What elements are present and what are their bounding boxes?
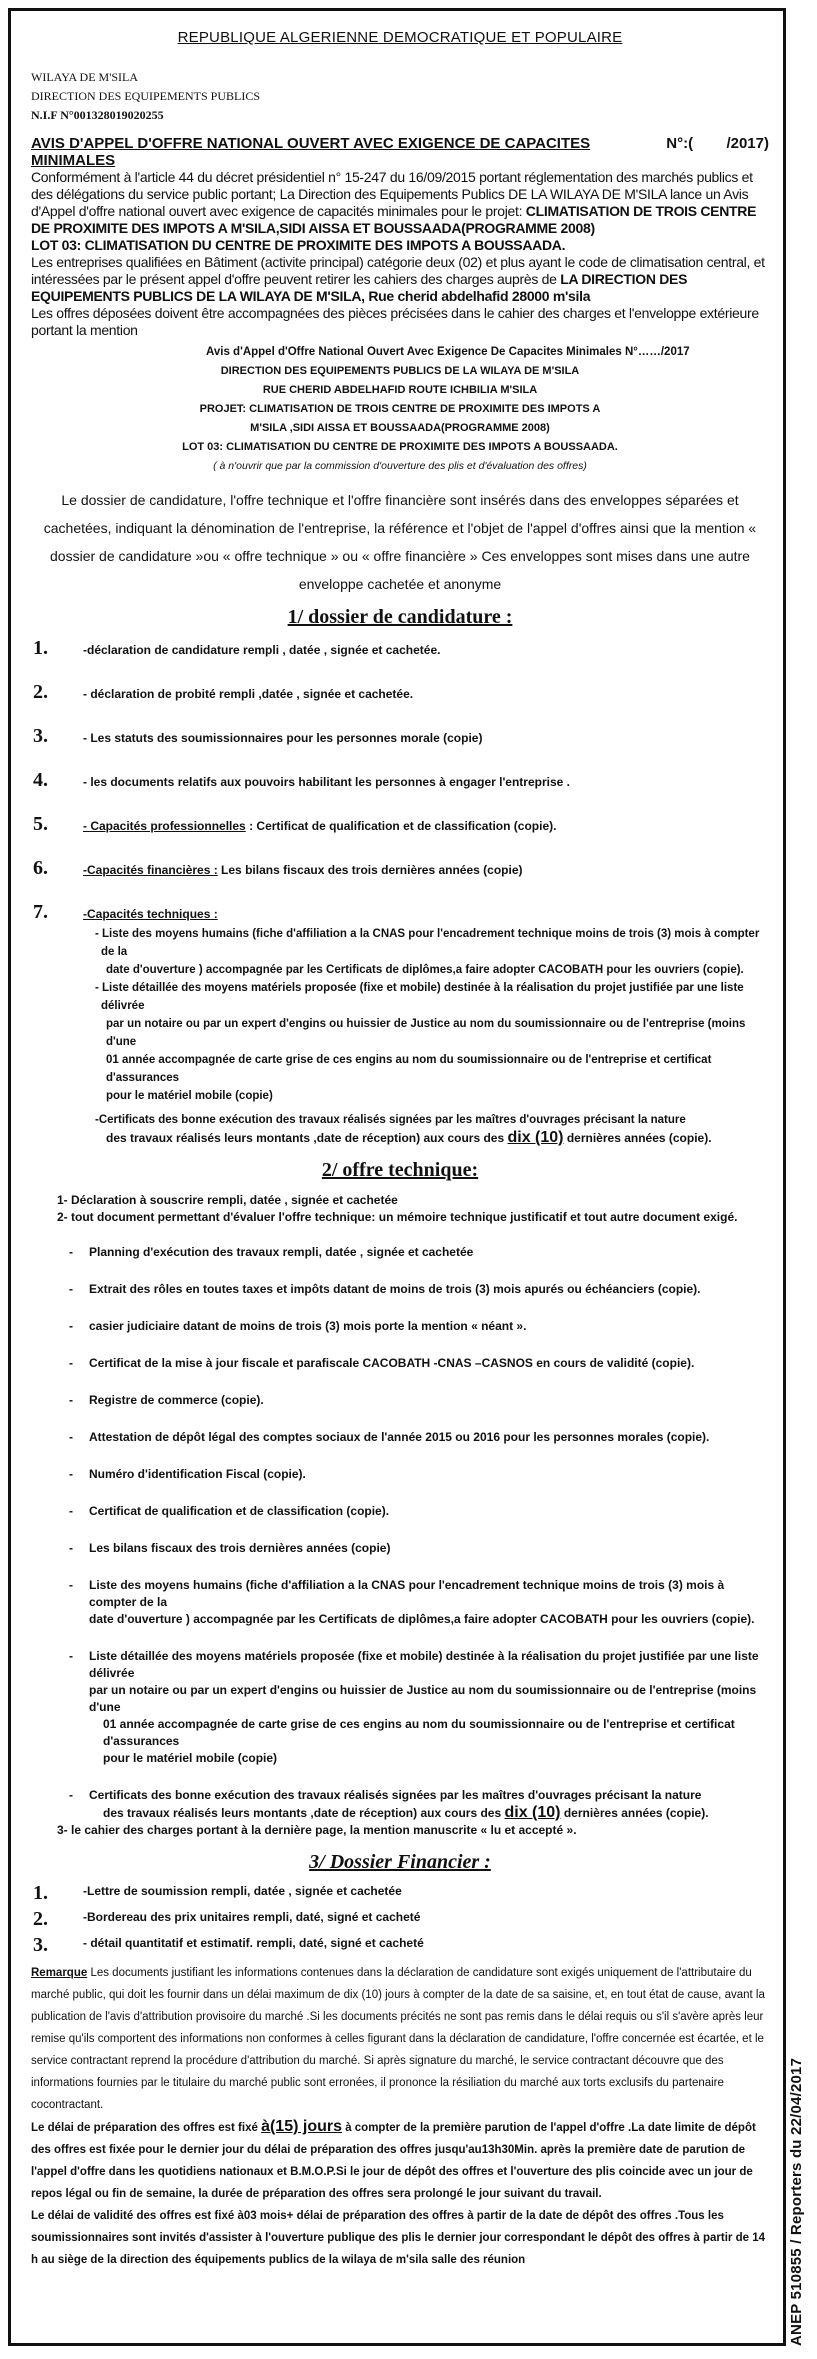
list-item: - Extrait des rôles en toutes taxes et impôts datant de moins de trois (3) mois apurés ou échéanciers (copie). bbox=[31, 1281, 769, 1298]
equipment-line: pour le matériel mobile (copie) bbox=[106, 1090, 273, 1102]
deadline-text-end: à compter de la première parution de l'appel d'offre .La date limite de dépôt des offres est fixée pour le dernier jour du délai de préparation des offres jusqu'au13h30Min. après la première date de parution de l'appel d'offre dans les quotidiens nationaux et B.M.O.P.Si le jour de dépôt des offres et l'ouverture des plis coincide avec un jour de repos légal ou fin de semaine, la durée de préparation des offres sera prolongé le jour suivant du travail. bbox=[31, 2122, 756, 2200]
validity-paragraph: Le délai de validité des offres est fixé à03 mois+ délai de préparation des offres à partir de la date de dépôt des offres .Tous les soumissionnaires sont invités d'assister à l'ouverture publique des plis le dernier jour correspondant le dépôt des offres à partir de 14 h au siège de la direction des équipements publics de la wilaya de m'sila salle des réunion bbox=[31, 2210, 766, 2266]
item-number: 3. bbox=[33, 725, 48, 747]
ten-years: dix (10) bbox=[504, 1804, 561, 1821]
section-financial-title: 3/ Dossier Financier : bbox=[309, 1851, 491, 1873]
title-mid: AVEC EXIGENCE DE CAPACITES MINIMALES bbox=[31, 135, 591, 169]
list-item: - Certificat de la mise à jour fiscale et parafiscale CACOBATH -CNAS –CASNOS en cours de validité (copie). bbox=[31, 1355, 769, 1372]
human-resources-line: - Liste des moyens humains (fiche d'affiliation a la CNAS pour l'encadrement technique moins de trois (3) mois à compter de la bbox=[89, 1578, 725, 1609]
technical-offer-list bbox=[31, 1192, 769, 1839]
certificates-line: - Certificats des bonne exécution des travaux réalisés signées par les maîtres d'ouvrages précisant la nature bbox=[89, 1788, 702, 1802]
publication-reference: ANEP 510855 / Reporters du 22/04/2017 bbox=[788, 2057, 805, 2346]
list-item bbox=[31, 1936, 769, 1954]
item-number: 2. bbox=[33, 681, 48, 703]
specifications-mention: 3- le cahier des charges portant à la dernière page, la mention manuscrite « lu et accepté ». bbox=[57, 1823, 577, 1837]
item-text: -déclaration de candidature rempli , datée , signée et cachetée. bbox=[83, 643, 441, 657]
project-name: CLIMATISATION DE TROIS CENTRE DE PROXIMITE DES IMPOTS A M'SILA,SIDI AISSA ET BOUSSAADA(PROGRAMME 2008) bbox=[31, 203, 757, 236]
remark-label: Remarque bbox=[31, 1967, 88, 1979]
deadline-days: à(15) jours bbox=[261, 2118, 342, 2135]
item-number: 6. bbox=[33, 857, 48, 879]
list-item bbox=[31, 1577, 769, 1628]
item-detail: Les bilans fiscaux des trois dernières années (copie) bbox=[217, 863, 523, 877]
technical-capacity-details bbox=[31, 925, 769, 1147]
item-label: -Capacités financières : bbox=[83, 863, 218, 877]
item-text: - déclaration de probité rempli ,datée , signée et cachetée. bbox=[83, 687, 414, 701]
equipment-line: par un notaire ou par un expert d'engins ou huissier de Justice au nom du soumissionnaire ou de l'entreprise (moins d'une bbox=[89, 1683, 757, 1714]
remark-block bbox=[31, 1962, 769, 2271]
list-item bbox=[31, 815, 769, 835]
ten-years: dix (10) bbox=[507, 1129, 564, 1146]
certificates-line: -Certificats des bonne exécution des travaux réalisés signées par les maîtres d'ouvrages précisant la nature bbox=[95, 1114, 686, 1126]
envelope-line-4: PROJET: CLIMATISATION DE TROIS CENTRE DE PROXIMITE DES IMPOTS A bbox=[199, 403, 601, 415]
equipment-line: 01 année accompagnée de carte grise de ces engins au nom du soumissionnaire ou de l'entreprise et certificat d'assurances bbox=[103, 1717, 735, 1748]
certificates-line bbox=[31, 1129, 769, 1147]
item-label: - Capacités professionnelles bbox=[83, 819, 246, 833]
republic-header: REPUBLIQUE ALGERIENNE DEMOCRATIQUE ET POPULAIRE bbox=[177, 29, 623, 46]
envelope-paragraph: Le dossier de candidature, l'offre technique et l'offre financière sont insérés dans des enveloppes séparées et cachetées, indiquant la dénomination de l'entreprise, la référence et l'objet de l'appel d'offres ainsi que la mention « dossier de candidature »ou « offre technique » ou « offre financière » Ces enveloppes sont mises dans une autre enveloppe cachetée et anonyme bbox=[43, 492, 757, 592]
envelope-line-6: LOT 03: CLIMATISATION DU CENTRE DE PROXIMITE DES IMPOTS A BOUSSAADA. bbox=[182, 441, 618, 453]
envelope-mention bbox=[31, 343, 769, 476]
remark-text: Les documents justifiant les informations contenues dans la déclaration de candidature sont exigés uniquement de l'attributaire du marché public, qui doit les fournir dans un délai maximum de dix (10) jours à compter de la date de sa saisine, et, en tout état de cause, avant la publication de l'avis d'attribution provisoire du marché .Si les documents précités ne sont pas remis dans le délai requis ou s'il s'avère après leur remise qu'ils comportent des informations non conformes à celles figurant dans la déclaration de candidature, l'offre concernée est écartée, et le service contractant reprend la procédure d'attribution du marché. Si après signature du marché, le service contractant découvre que des informations fournies par le titulaire du marché public sont erronées, il prononce la résiliation du marché aux torts exclusifs du partenaire cocontractant. bbox=[31, 1967, 765, 2111]
certificates-text: des travaux réalisés leurs montants ,date de réception) aux cours des bbox=[103, 1806, 505, 1820]
certificates-line bbox=[89, 1804, 769, 1822]
certificates-end: dernières années (copie). bbox=[563, 1131, 712, 1145]
deadline-paragraph bbox=[31, 2116, 769, 2205]
list-item bbox=[31, 1884, 769, 1902]
equipment-line: 01 année accompagnée de carte grise de ces engins au nom du soumissionnaire ou de l'entreprise et certificat d'assurances bbox=[106, 1054, 712, 1084]
envelope-line-3: RUE CHERID ABDELHAFID ROUTE ICHBILIA M'SILA bbox=[262, 384, 538, 396]
list-item bbox=[31, 683, 769, 703]
list-item bbox=[31, 639, 769, 659]
document-body bbox=[31, 25, 769, 2271]
equipment-line: pour le matériel mobile (copie) bbox=[103, 1751, 278, 1765]
lot-name: LOT 03: CLIMATISATION DU CENTRE DE PROXIMITE DES IMPOTS A BOUSSAADA. bbox=[31, 237, 566, 253]
list-item: - Attestation de dépôt légal des comptes sociaux de l'année 2015 ou 2016 pour les personnes morales (copie). bbox=[31, 1429, 769, 1446]
list-item: - Les bilans fiscaux des trois dernières années (copie) bbox=[31, 1540, 769, 1557]
deadline-text: Le délai de préparation des offres est fixé bbox=[31, 2122, 262, 2134]
item-number: 7. bbox=[33, 901, 48, 923]
item-number: 4. bbox=[33, 769, 48, 791]
technical-declaration: 1- Déclaration à souscrire rempli, datée , signée et cachetée bbox=[57, 1193, 398, 1207]
list-item bbox=[31, 1648, 769, 1767]
equipment-line: - Liste détaillée des moyens matériels proposée (fixe et mobile) destinée à la réalisation du projet justifiée par une liste délivrée bbox=[89, 1649, 759, 1680]
list-item bbox=[31, 727, 769, 747]
item-number: 3. bbox=[33, 1934, 48, 1956]
notice-title bbox=[31, 135, 769, 169]
document-frame bbox=[8, 8, 786, 2346]
item-text: -Bordereau des prix unitaires rempli, daté, signé et cacheté bbox=[83, 1910, 421, 1924]
nif-line: N.I.F N°001328019020255 bbox=[31, 108, 164, 122]
item-number: 1. bbox=[33, 637, 48, 659]
item-text: - les documents relatifs aux pouvoirs habilitant les personnes à engager l'entreprise . bbox=[83, 775, 570, 789]
intro-paragraph-3: Les offres déposées doivent être accompagnées des pièces précisées dans le cahier des charges et l'enveloppe extérieure portant la mention bbox=[31, 305, 759, 338]
envelope-note: ( à n'ouvrir que par la commission d'ouverture des plis et d'évaluation des offres) bbox=[213, 460, 587, 472]
wilaya-line: WILAYA DE M'SILA bbox=[31, 70, 139, 84]
equipment-line: par un notaire ou par un expert d'engins ou huissier de Justice au nom du soumissionnaire ou de l'entreprise (moins d'une bbox=[106, 1018, 746, 1048]
item-detail: : Certificat de qualification et de classification (copie). bbox=[245, 819, 557, 833]
intro-text: Conformément à l'article 44 du décret présidentiel n° 15-247 du 16/09/2015 portant réglementation des marchés publics et des délégations du service public portant; La Direction des Equipements Publics DE LA WILAYA DE M'SILA lance un Avis d'Appel d'offre national ouvert avec exigence de capacités minimales pour le projet: bbox=[31, 169, 753, 219]
human-resources-line: date d'ouverture ) accompagnée par les Certificats de diplômes,a faire adopter CACOBATH pour les ouvriers (copie). bbox=[106, 964, 744, 976]
technical-documents: 2- tout document permettant d'évaluer l'offre technique: un mémoire technique justificatif et tout autre document exigé. bbox=[57, 1210, 738, 1224]
list-item bbox=[31, 1787, 769, 1822]
list-item bbox=[31, 771, 769, 791]
list-item: - casier judiciaire datant de moins de trois (3) mois porte la mention « néant ». bbox=[31, 1318, 769, 1335]
list-item: - Planning d'exécution des travaux rempli, datée , signée et cachetée bbox=[31, 1244, 769, 1261]
qualification-text: Les entreprises qualifiées en Bâtiment (activite principal) catégorie deux (02) et plus ayant le code de climatisation central, et intéressées par le présent appel d'offre peuvent retirer les cahiers des charges auprès de bbox=[31, 254, 765, 287]
issuer-block bbox=[31, 68, 769, 125]
item-label: -Capacités techniques : bbox=[83, 907, 218, 921]
human-resources-line: date d'ouverture ) accompagnée par les Certificats de diplômes,a faire adopter CACOBATH pour les ouvriers (copie). bbox=[89, 1612, 755, 1626]
certificates-text: des travaux réalisés leurs montants ,date de réception) aux cours des bbox=[106, 1131, 508, 1145]
section-technical-offer-title: 2/ offre technique: bbox=[321, 1159, 479, 1181]
list-item bbox=[31, 859, 769, 879]
intro-paragraph-1 bbox=[31, 169, 769, 254]
list-item: - Certificat de qualification et de classification (copie). bbox=[31, 1503, 769, 1520]
item-text: -Lettre de soumission rempli, datée , signée et cachetée bbox=[83, 1884, 402, 1898]
equipment-line: - Liste détaillée des moyens matériels proposée (fixe et mobile) destinée à la réalisation du projet justifiée par une liste délivrée bbox=[95, 982, 744, 1012]
item-number: 2. bbox=[33, 1908, 48, 1930]
list-item: - Numéro d'identification Fiscal (copie). bbox=[31, 1466, 769, 1483]
item-text: - détail quantitatif et estimatif. rempli, daté, signé et cacheté bbox=[83, 1936, 424, 1950]
remark-paragraph bbox=[31, 1962, 769, 2116]
item-number: 5. bbox=[33, 813, 48, 835]
certificates-end: dernières années (copie). bbox=[560, 1806, 709, 1820]
notice-number: N°:( /2017) bbox=[666, 135, 769, 152]
section-candidature-title: 1/ dossier de candidature : bbox=[287, 606, 513, 628]
item-text: - Les statuts des soumissionnaires pour les personnes morale (copie) bbox=[83, 731, 483, 745]
human-resources-line: - Liste des moyens humains (fiche d'affiliation a la CNAS pour l'encadrement technique moins de trois (3) mois à compter de la bbox=[95, 928, 760, 958]
item-text bbox=[83, 815, 769, 835]
item-number: 1. bbox=[33, 1882, 48, 1904]
address-text: LA DIRECTION DES EQUIPEMENTS PUBLICS DE LA WILAYA DE M'SILA, Rue cherid abdelhafid 28000 m'sila bbox=[31, 271, 688, 304]
list-item bbox=[31, 903, 769, 923]
title-left: AVIS D'APPEL D'OFFRE NATIONAL OUVERT bbox=[31, 135, 350, 152]
intro-paragraph-2 bbox=[31, 254, 769, 305]
envelope-line-2: DIRECTION DES EQUIPEMENTS PUBLICS DE LA WILAYA DE M'SILA bbox=[220, 365, 580, 377]
envelope-line-5: M'SILA ,SIDI AISSA ET BOUSSAADA(PROGRAMME 2008) bbox=[250, 422, 550, 434]
list-item: - Registre de commerce (copie). bbox=[31, 1392, 769, 1409]
item-text bbox=[83, 859, 769, 879]
direction-line: DIRECTION DES EQUIPEMENTS PUBLICS bbox=[31, 89, 261, 103]
notice-title-text bbox=[31, 135, 666, 169]
envelope-line-1: Avis d'Appel d'Offre National Ouvert Avec Exigence De Capacites Minimales N°……/2017 bbox=[206, 346, 690, 358]
list-item bbox=[31, 1910, 769, 1928]
